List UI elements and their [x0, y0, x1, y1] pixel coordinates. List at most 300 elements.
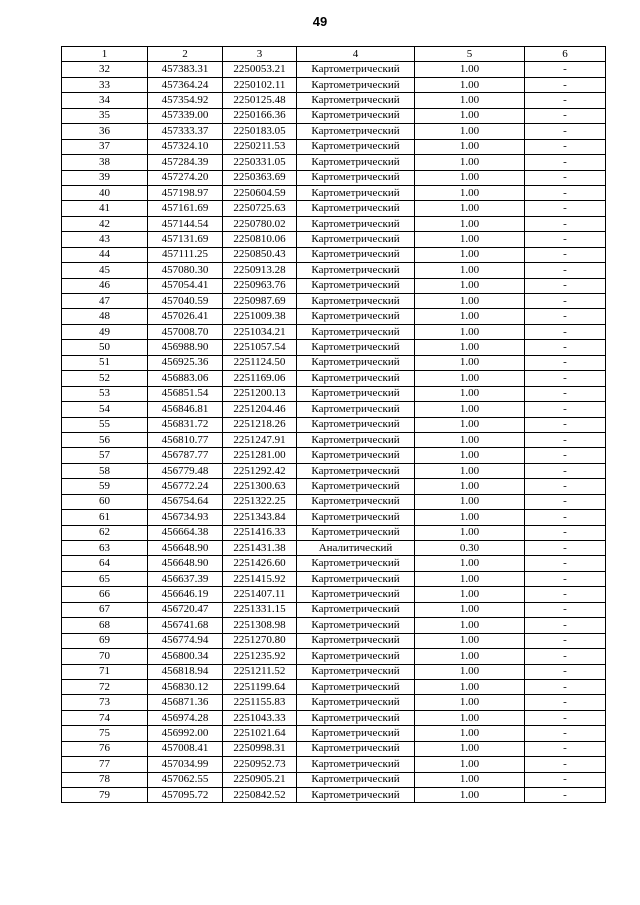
cell-note: - — [525, 93, 606, 108]
cell-method: Картометрический — [297, 695, 415, 710]
cell-method: Картометрический — [297, 432, 415, 447]
cell-accuracy: 1.00 — [415, 602, 525, 617]
table-row — [62, 679, 606, 694]
cell-x-coordinate: 457080.30 — [148, 263, 223, 278]
cell-accuracy: 1.00 — [415, 216, 525, 231]
cell-method: Картометрический — [297, 633, 415, 648]
cell-method: Картометрический — [297, 386, 415, 401]
cell-point-number: 47 — [62, 294, 148, 309]
table-row — [62, 155, 606, 170]
cell-y-coordinate: 2250952.73 — [223, 757, 297, 772]
cell-y-coordinate: 2250998.31 — [223, 741, 297, 756]
table-row — [62, 108, 606, 123]
cell-x-coordinate: 456800.34 — [148, 649, 223, 664]
cell-accuracy: 1.00 — [415, 710, 525, 725]
cell-method: Картометрический — [297, 772, 415, 787]
table-body — [62, 62, 606, 803]
cell-x-coordinate: 457008.70 — [148, 324, 223, 339]
cell-note: - — [525, 757, 606, 772]
cell-x-coordinate: 456830.12 — [148, 679, 223, 694]
cell-point-number: 74 — [62, 710, 148, 725]
table-row — [62, 510, 606, 525]
table-row — [62, 618, 606, 633]
cell-note: - — [525, 417, 606, 432]
cell-accuracy: 1.00 — [415, 309, 525, 324]
table-row — [62, 185, 606, 200]
cell-x-coordinate: 456648.90 — [148, 541, 223, 556]
cell-y-coordinate: 2250963.76 — [223, 278, 297, 293]
cell-accuracy: 1.00 — [415, 278, 525, 293]
cell-x-coordinate: 456925.36 — [148, 355, 223, 370]
column-header-5: 5 — [415, 47, 525, 62]
cell-x-coordinate: 456846.81 — [148, 402, 223, 417]
cell-y-coordinate: 2251331.15 — [223, 602, 297, 617]
table-row — [62, 479, 606, 494]
cell-note: - — [525, 124, 606, 139]
table-row — [62, 201, 606, 216]
cell-point-number: 69 — [62, 633, 148, 648]
cell-x-coordinate: 457333.37 — [148, 124, 223, 139]
cell-accuracy: 1.00 — [415, 664, 525, 679]
cell-accuracy: 1.00 — [415, 371, 525, 386]
cell-accuracy: 1.00 — [415, 633, 525, 648]
cell-point-number: 37 — [62, 139, 148, 154]
table-row — [62, 695, 606, 710]
cell-y-coordinate: 2251169.06 — [223, 371, 297, 386]
cell-point-number: 57 — [62, 448, 148, 463]
cell-x-coordinate: 457274.20 — [148, 170, 223, 185]
cell-y-coordinate: 2250987.69 — [223, 294, 297, 309]
cell-accuracy: 1.00 — [415, 695, 525, 710]
cell-note: - — [525, 618, 606, 633]
cell-x-coordinate: 456974.28 — [148, 710, 223, 725]
cell-accuracy: 1.00 — [415, 757, 525, 772]
cell-accuracy: 1.00 — [415, 232, 525, 247]
cell-y-coordinate: 2251155.83 — [223, 695, 297, 710]
cell-method: Картометрический — [297, 294, 415, 309]
cell-note: - — [525, 633, 606, 648]
cell-point-number: 33 — [62, 77, 148, 92]
cell-accuracy: 1.00 — [415, 587, 525, 602]
cell-x-coordinate: 457144.54 — [148, 216, 223, 231]
cell-note: - — [525, 232, 606, 247]
cell-point-number: 49 — [62, 324, 148, 339]
cell-note: - — [525, 247, 606, 262]
table-row — [62, 62, 606, 77]
cell-y-coordinate: 2251021.64 — [223, 726, 297, 741]
cell-note: - — [525, 772, 606, 787]
cell-y-coordinate: 2251281.00 — [223, 448, 297, 463]
table-row — [62, 432, 606, 447]
cell-point-number: 78 — [62, 772, 148, 787]
cell-note: - — [525, 679, 606, 694]
cell-point-number: 45 — [62, 263, 148, 278]
cell-method: Картометрический — [297, 587, 415, 602]
cell-point-number: 77 — [62, 757, 148, 772]
cell-point-number: 59 — [62, 479, 148, 494]
cell-note: - — [525, 216, 606, 231]
table-row — [62, 448, 606, 463]
cell-accuracy: 1.00 — [415, 386, 525, 401]
cell-note: - — [525, 309, 606, 324]
table-row — [62, 340, 606, 355]
cell-point-number: 70 — [62, 649, 148, 664]
cell-accuracy: 1.00 — [415, 77, 525, 92]
cell-x-coordinate: 456648.90 — [148, 556, 223, 571]
cell-x-coordinate: 456992.00 — [148, 726, 223, 741]
cell-note: - — [525, 201, 606, 216]
table-row — [62, 278, 606, 293]
table-row — [62, 139, 606, 154]
cell-y-coordinate: 2251009.38 — [223, 309, 297, 324]
cell-accuracy: 1.00 — [415, 463, 525, 478]
table-row — [62, 77, 606, 92]
table-row — [62, 216, 606, 231]
cell-method: Картометрический — [297, 371, 415, 386]
cell-point-number: 73 — [62, 695, 148, 710]
cell-point-number: 38 — [62, 155, 148, 170]
cell-x-coordinate: 456787.77 — [148, 448, 223, 463]
cell-y-coordinate: 2250842.52 — [223, 788, 297, 803]
cell-point-number: 35 — [62, 108, 148, 123]
cell-point-number: 63 — [62, 541, 148, 556]
cell-x-coordinate: 456664.38 — [148, 525, 223, 540]
cell-note: - — [525, 324, 606, 339]
cell-accuracy: 1.00 — [415, 108, 525, 123]
cell-note: - — [525, 108, 606, 123]
cell-y-coordinate: 2251043.33 — [223, 710, 297, 725]
cell-point-number: 39 — [62, 170, 148, 185]
table-row — [62, 371, 606, 386]
cell-point-number: 43 — [62, 232, 148, 247]
coordinates-table — [61, 46, 606, 803]
table-row — [62, 633, 606, 648]
table-row — [62, 309, 606, 324]
cell-method: Картометрический — [297, 494, 415, 509]
column-header-6: 6 — [525, 47, 606, 62]
cell-y-coordinate: 2251199.64 — [223, 679, 297, 694]
cell-x-coordinate: 456720.47 — [148, 602, 223, 617]
cell-accuracy: 1.00 — [415, 479, 525, 494]
table-row — [62, 232, 606, 247]
cell-accuracy: 1.00 — [415, 448, 525, 463]
cell-note: - — [525, 788, 606, 803]
cell-x-coordinate: 456741.68 — [148, 618, 223, 633]
cell-x-coordinate: 456988.90 — [148, 340, 223, 355]
cell-x-coordinate: 457111.25 — [148, 247, 223, 262]
table-row — [62, 587, 606, 602]
cell-method: Картометрический — [297, 124, 415, 139]
cell-point-number: 71 — [62, 664, 148, 679]
cell-y-coordinate: 2250363.69 — [223, 170, 297, 185]
cell-x-coordinate: 457026.41 — [148, 309, 223, 324]
cell-x-coordinate: 456774.94 — [148, 633, 223, 648]
column-header-2: 2 — [148, 47, 223, 62]
table-row — [62, 726, 606, 741]
table-row — [62, 263, 606, 278]
cell-point-number: 55 — [62, 417, 148, 432]
cell-point-number: 52 — [62, 371, 148, 386]
cell-point-number: 44 — [62, 247, 148, 262]
cell-method: Картометрический — [297, 525, 415, 540]
cell-point-number: 36 — [62, 124, 148, 139]
cell-accuracy: 1.00 — [415, 402, 525, 417]
table-row — [62, 571, 606, 586]
cell-accuracy: 1.00 — [415, 571, 525, 586]
cell-note: - — [525, 510, 606, 525]
cell-note: - — [525, 649, 606, 664]
cell-note: - — [525, 432, 606, 447]
cell-accuracy: 1.00 — [415, 294, 525, 309]
cell-x-coordinate: 456851.54 — [148, 386, 223, 401]
table-row — [62, 710, 606, 725]
cell-method: Картометрический — [297, 324, 415, 339]
table-row — [62, 788, 606, 803]
cell-point-number: 68 — [62, 618, 148, 633]
cell-method: Картометрический — [297, 139, 415, 154]
cell-accuracy: 1.00 — [415, 772, 525, 787]
cell-note: - — [525, 695, 606, 710]
table-row — [62, 93, 606, 108]
cell-method: Картометрический — [297, 788, 415, 803]
cell-note: - — [525, 741, 606, 756]
cell-method: Картометрический — [297, 278, 415, 293]
cell-method: Картометрический — [297, 402, 415, 417]
cell-y-coordinate: 2251431.38 — [223, 541, 297, 556]
cell-point-number: 54 — [62, 402, 148, 417]
cell-x-coordinate: 457095.72 — [148, 788, 223, 803]
cell-method: Картометрический — [297, 185, 415, 200]
cell-note: - — [525, 62, 606, 77]
cell-point-number: 40 — [62, 185, 148, 200]
cell-note: - — [525, 448, 606, 463]
column-header-4: 4 — [297, 47, 415, 62]
cell-point-number: 34 — [62, 93, 148, 108]
cell-accuracy: 1.00 — [415, 417, 525, 432]
cell-y-coordinate: 2251124.50 — [223, 355, 297, 370]
cell-method: Картометрический — [297, 556, 415, 571]
cell-accuracy: 1.00 — [415, 324, 525, 339]
cell-y-coordinate: 2250905.21 — [223, 772, 297, 787]
cell-method: Картометрический — [297, 726, 415, 741]
cell-method: Картометрический — [297, 263, 415, 278]
cell-note: - — [525, 494, 606, 509]
table-row — [62, 649, 606, 664]
cell-y-coordinate: 2251343.84 — [223, 510, 297, 525]
cell-point-number: 53 — [62, 386, 148, 401]
cell-note: - — [525, 263, 606, 278]
cell-method: Аналитический — [297, 541, 415, 556]
cell-method: Картометрический — [297, 571, 415, 586]
cell-method: Картометрический — [297, 77, 415, 92]
cell-method: Картометрический — [297, 741, 415, 756]
cell-x-coordinate: 457161.69 — [148, 201, 223, 216]
table-row — [62, 494, 606, 509]
cell-note: - — [525, 664, 606, 679]
cell-method: Картометрический — [297, 232, 415, 247]
cell-accuracy: 1.00 — [415, 93, 525, 108]
cell-accuracy: 1.00 — [415, 788, 525, 803]
cell-point-number: 65 — [62, 571, 148, 586]
cell-point-number: 58 — [62, 463, 148, 478]
cell-note: - — [525, 556, 606, 571]
cell-y-coordinate: 2250810.06 — [223, 232, 297, 247]
cell-point-number: 42 — [62, 216, 148, 231]
cell-method: Картометрический — [297, 62, 415, 77]
cell-accuracy: 1.00 — [415, 263, 525, 278]
cell-method: Картометрический — [297, 417, 415, 432]
table-row — [62, 324, 606, 339]
cell-method: Картометрический — [297, 216, 415, 231]
cell-accuracy: 0.30 — [415, 541, 525, 556]
cell-accuracy: 1.00 — [415, 355, 525, 370]
cell-point-number: 75 — [62, 726, 148, 741]
cell-point-number: 76 — [62, 741, 148, 756]
cell-note: - — [525, 77, 606, 92]
cell-x-coordinate: 457034.99 — [148, 757, 223, 772]
cell-method: Картометрический — [297, 710, 415, 725]
cell-x-coordinate: 457040.59 — [148, 294, 223, 309]
table-row — [62, 463, 606, 478]
cell-note: - — [525, 170, 606, 185]
cell-note: - — [525, 355, 606, 370]
cell-accuracy: 1.00 — [415, 170, 525, 185]
cell-accuracy: 1.00 — [415, 494, 525, 509]
table-row — [62, 556, 606, 571]
cell-x-coordinate: 456772.24 — [148, 479, 223, 494]
cell-note: - — [525, 726, 606, 741]
cell-x-coordinate: 456779.48 — [148, 463, 223, 478]
cell-x-coordinate: 457383.31 — [148, 62, 223, 77]
table-header-row — [62, 47, 606, 62]
table-row — [62, 417, 606, 432]
cell-point-number: 56 — [62, 432, 148, 447]
cell-y-coordinate: 2251415.92 — [223, 571, 297, 586]
cell-x-coordinate: 457131.69 — [148, 232, 223, 247]
table-row — [62, 402, 606, 417]
cell-note: - — [525, 185, 606, 200]
cell-accuracy: 1.00 — [415, 741, 525, 756]
cell-x-coordinate: 457284.39 — [148, 155, 223, 170]
cell-y-coordinate: 2251235.92 — [223, 649, 297, 664]
table-row — [62, 294, 606, 309]
cell-method: Картометрический — [297, 355, 415, 370]
cell-x-coordinate: 456637.39 — [148, 571, 223, 586]
cell-method: Картометрический — [297, 201, 415, 216]
cell-y-coordinate: 2250211.53 — [223, 139, 297, 154]
cell-point-number: 41 — [62, 201, 148, 216]
cell-accuracy: 1.00 — [415, 155, 525, 170]
cell-y-coordinate: 2251407.11 — [223, 587, 297, 602]
cell-note: - — [525, 571, 606, 586]
table-row — [62, 741, 606, 756]
cell-x-coordinate: 457198.97 — [148, 185, 223, 200]
cell-point-number: 51 — [62, 355, 148, 370]
cell-x-coordinate: 457339.00 — [148, 108, 223, 123]
cell-method: Картометрический — [297, 479, 415, 494]
cell-accuracy: 1.00 — [415, 247, 525, 262]
cell-y-coordinate: 2250725.63 — [223, 201, 297, 216]
cell-x-coordinate: 457354.92 — [148, 93, 223, 108]
cell-note: - — [525, 710, 606, 725]
cell-method: Картометрический — [297, 108, 415, 123]
cell-note: - — [525, 386, 606, 401]
cell-method: Картометрический — [297, 155, 415, 170]
page-number: 49 — [312, 14, 328, 29]
cell-y-coordinate: 2250780.02 — [223, 216, 297, 231]
cell-point-number: 62 — [62, 525, 148, 540]
cell-method: Картометрический — [297, 463, 415, 478]
cell-note: - — [525, 139, 606, 154]
cell-method: Картометрический — [297, 170, 415, 185]
cell-x-coordinate: 457324.10 — [148, 139, 223, 154]
cell-y-coordinate: 2250331.05 — [223, 155, 297, 170]
table-row — [62, 757, 606, 772]
cell-y-coordinate: 2251204.46 — [223, 402, 297, 417]
cell-accuracy: 1.00 — [415, 510, 525, 525]
cell-accuracy: 1.00 — [415, 556, 525, 571]
table-row — [62, 124, 606, 139]
cell-note: - — [525, 371, 606, 386]
cell-x-coordinate: 456734.93 — [148, 510, 223, 525]
cell-point-number: 60 — [62, 494, 148, 509]
cell-note: - — [525, 278, 606, 293]
cell-point-number: 67 — [62, 602, 148, 617]
cell-accuracy: 1.00 — [415, 679, 525, 694]
cell-note: - — [525, 155, 606, 170]
cell-method: Картометрический — [297, 757, 415, 772]
cell-accuracy: 1.00 — [415, 649, 525, 664]
cell-point-number: 50 — [62, 340, 148, 355]
cell-x-coordinate: 456883.06 — [148, 371, 223, 386]
cell-x-coordinate: 457364.24 — [148, 77, 223, 92]
cell-x-coordinate: 456818.94 — [148, 664, 223, 679]
cell-y-coordinate: 2250850.43 — [223, 247, 297, 262]
table-row — [62, 355, 606, 370]
cell-y-coordinate: 2251416.33 — [223, 525, 297, 540]
cell-x-coordinate: 456754.64 — [148, 494, 223, 509]
cell-accuracy: 1.00 — [415, 62, 525, 77]
cell-note: - — [525, 525, 606, 540]
cell-note: - — [525, 340, 606, 355]
table-row — [62, 541, 606, 556]
cell-accuracy: 1.00 — [415, 340, 525, 355]
cell-point-number: 79 — [62, 788, 148, 803]
cell-y-coordinate: 2251247.91 — [223, 432, 297, 447]
cell-note: - — [525, 294, 606, 309]
cell-y-coordinate: 2251218.26 — [223, 417, 297, 432]
cell-x-coordinate: 457008.41 — [148, 741, 223, 756]
cell-accuracy: 1.00 — [415, 185, 525, 200]
cell-method: Картометрический — [297, 649, 415, 664]
cell-point-number: 46 — [62, 278, 148, 293]
cell-method: Картометрический — [297, 247, 415, 262]
cell-x-coordinate: 456831.72 — [148, 417, 223, 432]
cell-y-coordinate: 2250913.28 — [223, 263, 297, 278]
cell-accuracy: 1.00 — [415, 525, 525, 540]
cell-y-coordinate: 2251200.13 — [223, 386, 297, 401]
cell-point-number: 66 — [62, 587, 148, 602]
cell-x-coordinate: 456646.19 — [148, 587, 223, 602]
cell-point-number: 32 — [62, 62, 148, 77]
cell-method: Картометрический — [297, 340, 415, 355]
cell-x-coordinate: 456871.36 — [148, 695, 223, 710]
cell-y-coordinate: 2250166.36 — [223, 108, 297, 123]
cell-y-coordinate: 2251057.54 — [223, 340, 297, 355]
cell-method: Картометрический — [297, 510, 415, 525]
cell-note: - — [525, 587, 606, 602]
cell-y-coordinate: 2250604.59 — [223, 185, 297, 200]
